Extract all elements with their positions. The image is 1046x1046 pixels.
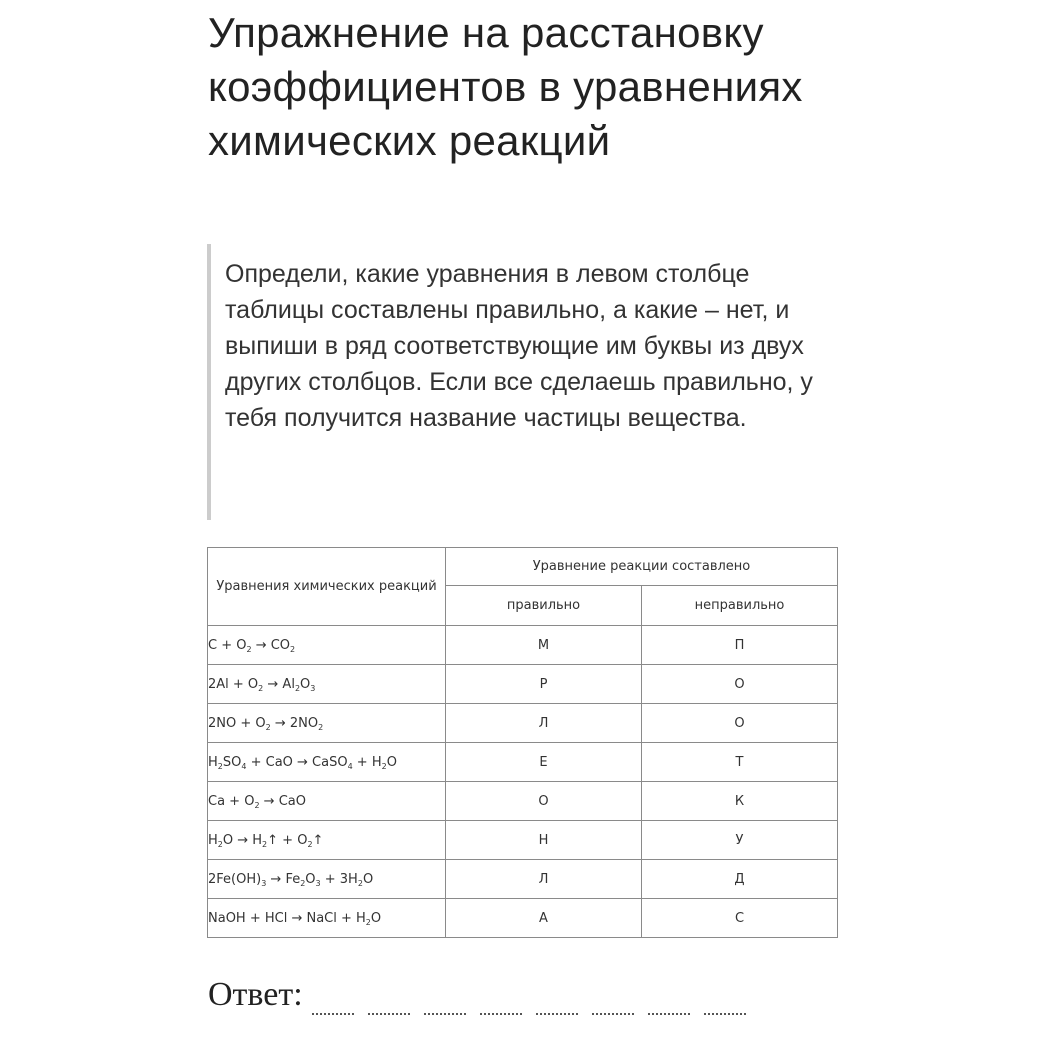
answer-slot	[312, 1012, 354, 1015]
letter-incorrect: Д	[642, 860, 838, 899]
header-incorrect: неправильно	[642, 586, 838, 626]
equation-cell: $C + O_2 \to CO_2$	[208, 626, 446, 665]
reactions-table	[207, 547, 838, 938]
letter-correct: Л	[446, 860, 642, 899]
instruction-text: Определи, какие уравнения в левом столбце таблицы составлены правильно, а какие – нет, и выпиши в ряд соответствующие им буквы из двух других столбцов. Если все сделаешь правильно, у тебя получится название частицы вещества.	[225, 260, 813, 432]
equation-cell: $H_2O$ → $H_2↑$ + $O_2↑$	[208, 821, 446, 860]
letter-incorrect: О	[642, 704, 838, 743]
instruction-blockquote	[207, 244, 831, 520]
letter-correct: А	[446, 899, 642, 938]
table-row	[208, 743, 838, 782]
answer-slot	[704, 1012, 746, 1015]
letter-correct: Н	[446, 821, 642, 860]
letter-correct: Л	[446, 704, 642, 743]
letter-incorrect: У	[642, 821, 838, 860]
answer-slot	[648, 1012, 690, 1015]
equation-cell: $Ca + O_2$ → CaO	[208, 782, 446, 821]
table-row	[208, 626, 838, 665]
header-equations: Уравнения химических реакций	[208, 548, 446, 626]
answer-slot	[424, 1012, 466, 1015]
letter-incorrect: П	[642, 626, 838, 665]
page-title: Упражнение на расстановку коэффициентов в уравнениях химических реакций	[208, 9, 803, 164]
letter-correct: О	[446, 782, 642, 821]
answer-section	[208, 976, 768, 1020]
header-group: Уравнение реакции составлено	[446, 548, 838, 586]
header-correct: правильно	[446, 586, 642, 626]
table-row	[208, 899, 838, 938]
equation-cell: NaOH + HCl → NaCl + $H_2O$	[208, 899, 446, 938]
table-row	[208, 665, 838, 704]
letter-incorrect: О	[642, 665, 838, 704]
letter-correct: Е	[446, 743, 642, 782]
equation-cell: $2NO + O_2 \to 2NO_2$	[208, 704, 446, 743]
table-row	[208, 704, 838, 743]
letter-incorrect: С	[642, 899, 838, 938]
table-row	[208, 821, 838, 860]
answer-slot	[480, 1012, 522, 1015]
equation-cell: $H_2SO_4$ + CaO → CaSO$_4$ + $H_2O$	[208, 743, 446, 782]
table-row	[208, 860, 838, 899]
answer-slot	[592, 1012, 634, 1015]
table-row	[208, 782, 838, 821]
letter-correct: Р	[446, 665, 642, 704]
equation-cell: $2Fe(OH)_3 \to Fe_2O_3 + 3H_2O$	[208, 860, 446, 899]
letter-correct: М	[446, 626, 642, 665]
letter-incorrect: Т	[642, 743, 838, 782]
answer-slot	[536, 1012, 578, 1015]
answer-label: Ответ:	[208, 976, 303, 1013]
equation-cell: $2Al + O_2 \to Al_2O_3$	[208, 665, 446, 704]
letter-incorrect: К	[642, 782, 838, 821]
answer-slot	[368, 1012, 410, 1015]
